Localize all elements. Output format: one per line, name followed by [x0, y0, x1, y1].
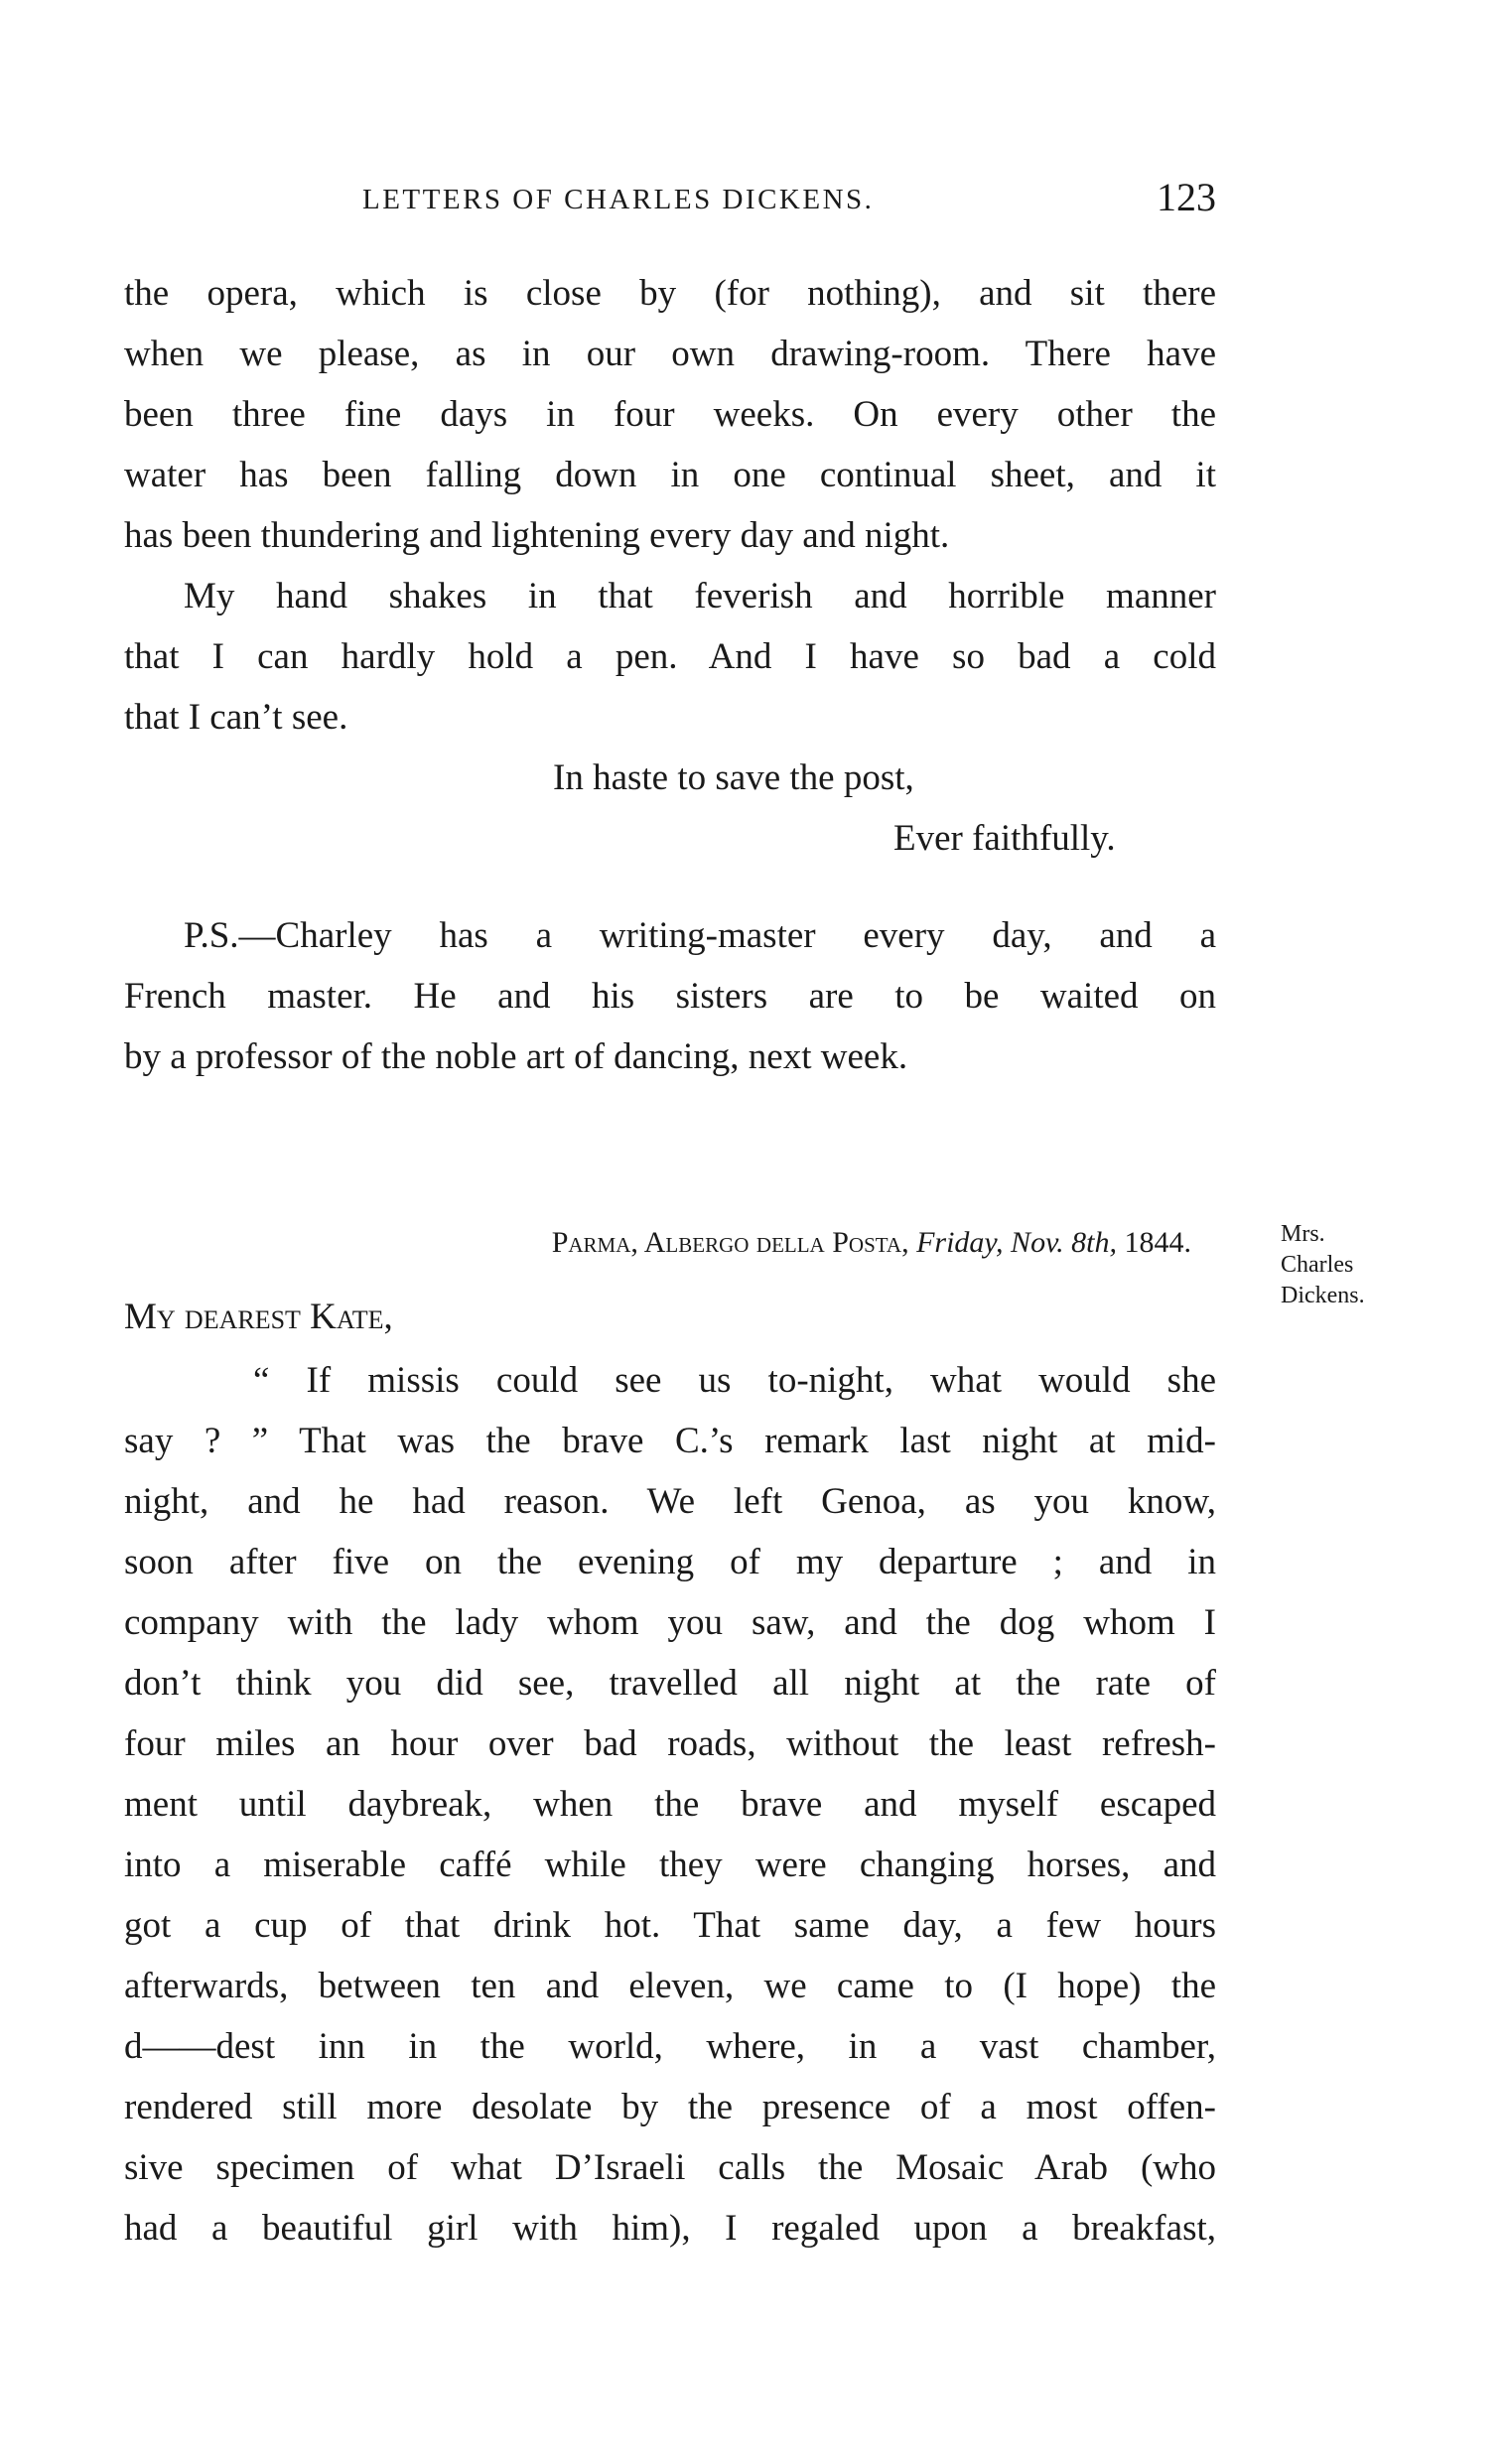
text-line: “ If missis could see us to-night, what would she	[253, 1360, 1216, 1401]
page-header	[124, 174, 1216, 233]
text-line: got a cup of that drink hot. That same day, a few hours	[124, 1905, 1216, 1946]
text-line: My hand shakes in that feverish and horrible manner	[184, 576, 1216, 616]
text-line: when we please, as in our own drawing-room. There have	[124, 334, 1216, 374]
text-line: don’t think you did see, travelled all night at the rate of	[124, 1663, 1216, 1704]
text-line: sive specimen of what D’Israeli calls the Mosaic Arab (who	[124, 2147, 1216, 2188]
letter-salutation: My dearest Kate,	[124, 1297, 393, 1337]
text-line: rendered still more desolate by the presence of a most offen-	[124, 2087, 1216, 2127]
text-line: the opera, which is close by (for nothing), and sit there	[124, 273, 1216, 314]
text-line: night, and he had reason. We left Genoa, as you know,	[124, 1481, 1216, 1522]
text-line: that I can hardly hold a pen. And I have so bad a cold	[124, 636, 1216, 677]
text-line: that I can’t see.	[124, 697, 348, 738]
text-line: d——dest inn in the world, where, in a vast chamber,	[124, 2026, 1216, 2067]
text-line: into a miserable caffé while they were changing horses, and	[124, 1845, 1216, 1885]
text-line: ment until daybreak, when the brave and myself escaped	[124, 1784, 1216, 1825]
closing-signature: Ever faithfully.	[893, 818, 1116, 859]
text-line: afterwards, between ten and eleven, we came to (I hope) the	[124, 1966, 1216, 2006]
running-title: LETTERS OF CHARLES DICKENS.	[362, 184, 875, 215]
text-line: soon after five on the evening of my departure ; and in	[124, 1542, 1216, 1582]
text-line: by a professor of the noble art of dancing, next week.	[124, 1036, 908, 1077]
text-line: company with the lady whom you saw, and the dog whom I	[124, 1602, 1216, 1643]
text-line: had a beautiful girl with him), I regaled upon a breakfast,	[124, 2208, 1216, 2249]
text-line: has been thundering and lightening every day and night.	[124, 515, 950, 556]
text-line: P.S.—Charley has a writing-master every day, and a	[184, 915, 1216, 956]
text-line: French master. He and his sisters are to be waited on	[124, 976, 1216, 1017]
text-line: four miles an hour over bad roads, without the least refresh-	[124, 1723, 1216, 1764]
text-line: say ? ” That was the brave C.’s remark last night at mid-	[124, 1421, 1216, 1461]
recipient-sidenote	[1281, 1219, 1365, 1311]
letter-dateline: Parma, Albergo della Posta, Friday, Nov. 8th, 1844.	[551, 1226, 1191, 1259]
text-line: water has been falling down in one continual sheet, and it	[124, 455, 1216, 495]
text-line: been three fine days in four weeks. On every other the	[124, 394, 1216, 435]
sidenote-line: Mrs.	[1281, 1221, 1325, 1247]
sidenote-line: Charles	[1281, 1252, 1354, 1278]
page-number: 123	[1157, 175, 1216, 219]
closing-line: In haste to save the post,	[553, 757, 914, 798]
sidenote-line: Dickens.	[1281, 1283, 1365, 1308]
